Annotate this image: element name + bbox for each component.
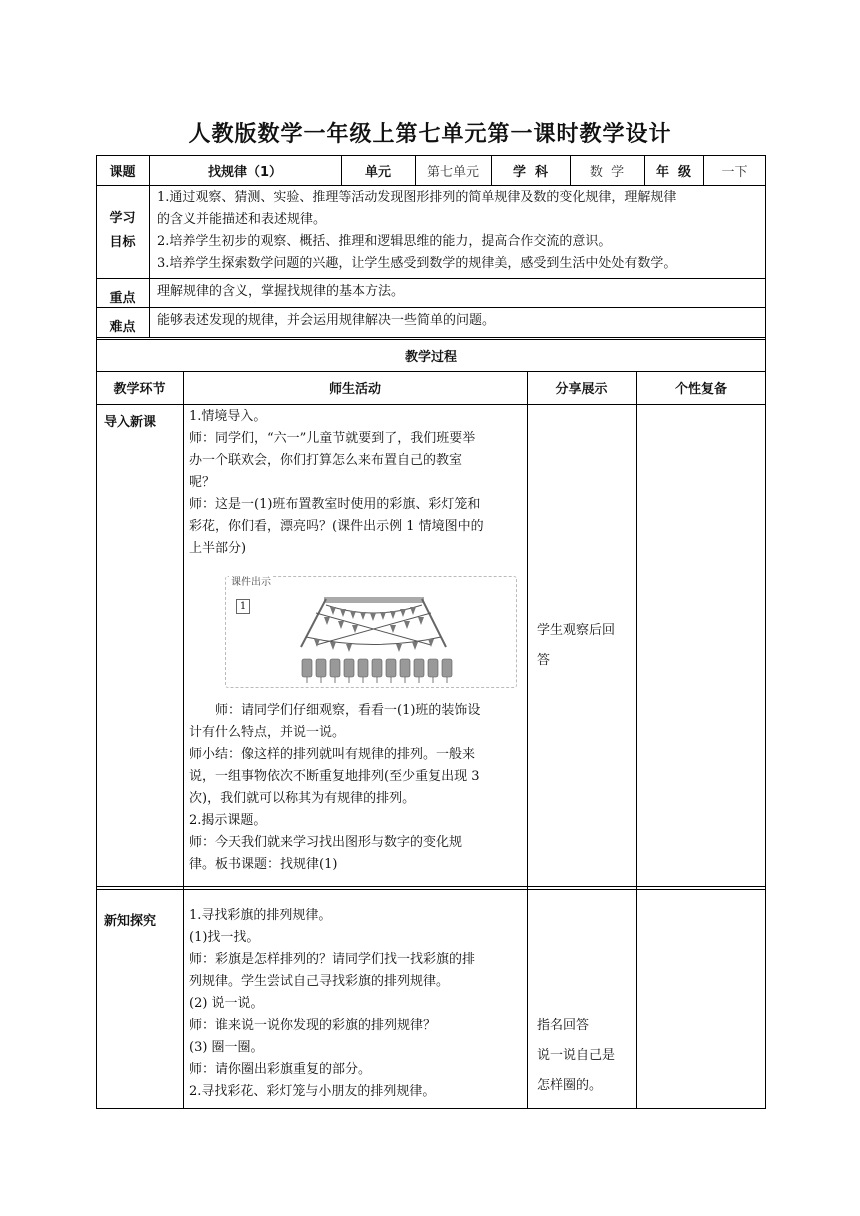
intro-share — [537, 616, 635, 676]
explore-share — [537, 1011, 635, 1101]
activity-line: 师：今天我们就来学习找出图形与数字的变化规 — [189, 835, 463, 850]
goals-label-line2: 目标 — [109, 235, 136, 250]
col-share: 分享展示 — [555, 382, 608, 397]
share-line: 指名回答 — [537, 1018, 590, 1033]
key-text: 理解规律的含义，掌握找规律的基本方法。 — [157, 284, 405, 299]
header-grade-value: 一下 — [721, 164, 748, 180]
activity-line: 列规律。学生尝试自己寻找彩旗的排列规律。 — [189, 974, 450, 989]
activity-line: 1.情境导入。 — [189, 409, 267, 424]
difficult-label: 难点 — [109, 319, 136, 335]
stage-explore: 新知探究 — [104, 914, 157, 929]
courseware-illustration — [225, 576, 517, 688]
goal-line: 1.通过观察、猜测、实验、推理等活动发现图形排列的简单规律及数的变化规律，理解规律 — [157, 190, 677, 205]
document-title: 人教版数学一年级上第七单元第一课时教学设计 — [188, 122, 672, 147]
courseware-tag: 课件出示 — [229, 573, 273, 588]
activity-line: 师：同学们，“六一”儿童节就要到了，我们班要举 — [189, 431, 476, 446]
activity-line: 师：请你圈出彩旗重复的部分。 — [189, 1062, 372, 1077]
process-title: 教学过程 — [404, 349, 457, 365]
activity-line: 次)，我们就可以称其为有规律的排列。 — [189, 791, 416, 806]
activity-line: 办一个联欢会，你们打算怎么来布置自己的教室 — [189, 453, 463, 468]
col-personal: 个性复备 — [674, 382, 727, 397]
goal-line: 3.培养学生探索数学问题的兴趣，让学生感受到数学的规律美，感受到生活中处处有数学。 — [157, 256, 677, 271]
activity-line: 上半部分) — [189, 541, 247, 556]
activity-line: 2.寻找彩花、彩灯笼与小朋友的排列规律。 — [189, 1084, 436, 1099]
header-discipline-label: 学 科 — [512, 164, 549, 180]
key-label: 重点 — [109, 290, 136, 306]
goals-label-line1: 学习 — [109, 211, 136, 226]
activity-line: 师：请同学们仔细观察，看看一(1)班的装饰设 — [189, 703, 481, 718]
stage-intro: 导入新课 — [104, 415, 157, 430]
activity-line: 师：谁来说一说你发现的彩旗的排列规律？ — [189, 1018, 437, 1033]
example-number: 1 — [236, 599, 250, 614]
header-grade-label: 年 级 — [655, 164, 692, 180]
activity-line: 1.寻找彩旗的排列规律。 — [189, 908, 332, 923]
header-discipline-value: 数 学 — [589, 164, 625, 180]
share-line: 答 — [537, 653, 551, 668]
col-activity: 师生活动 — [328, 382, 381, 397]
intro-activity-top — [189, 406, 525, 560]
share-line: 学生观察后回 — [537, 623, 616, 638]
activity-line: 2.揭示课题。 — [189, 813, 267, 828]
goal-line: 的含义并能描述和表述规律。 — [157, 212, 327, 227]
activity-line: 计有什么特点，并说一说。 — [189, 725, 346, 740]
activity-line: (2) 说一说。 — [189, 996, 264, 1011]
activity-line: 师：这是一(1)班布置教室时使用的彩旗、彩灯笼和 — [189, 497, 481, 512]
goals-text — [157, 187, 762, 275]
header-topic: 找规律（1） — [207, 164, 283, 180]
col-stage: 教学环节 — [113, 382, 166, 397]
activity-line: (1)找一找。 — [189, 930, 260, 945]
activity-line: 师小结：像这样的排列就叫有规律的排列。一般来 — [189, 747, 476, 762]
goals-label — [96, 207, 149, 255]
activity-line: 彩花，你们看，漂亮吗？(课件出示例 1 情境图中的 — [189, 519, 484, 534]
header-subject-label: 课题 — [109, 164, 136, 180]
difficult-text: 能够表述发现的规律，并会运用规律解决一些简单的问题。 — [157, 313, 496, 328]
decoration-scene-image — [226, 577, 518, 689]
goal-line: 2.培养学生初步的观察、概括、推理和逻辑思维的能力，提高合作交流的意识。 — [157, 234, 612, 249]
share-line: 说一说自己是 — [537, 1048, 616, 1063]
header-unit-label: 单元 — [364, 164, 391, 180]
activity-line: 呢？ — [189, 475, 216, 490]
share-line: 怎样圈的。 — [537, 1078, 603, 1093]
intro-activity-bottom — [189, 700, 525, 876]
activity-line: 说，一组事物依次不断重复地排列(至少重复出现 3 — [189, 769, 480, 784]
activity-line: (3) 圈一圈。 — [189, 1040, 264, 1055]
activity-line: 律。板书课题：找规律(1) — [189, 857, 338, 872]
explore-activity — [189, 905, 525, 1103]
header-unit-value: 第七单元 — [426, 164, 479, 180]
activity-line: 师：彩旗是怎样排列的？请同学们找一找彩旗的排 — [189, 952, 476, 967]
